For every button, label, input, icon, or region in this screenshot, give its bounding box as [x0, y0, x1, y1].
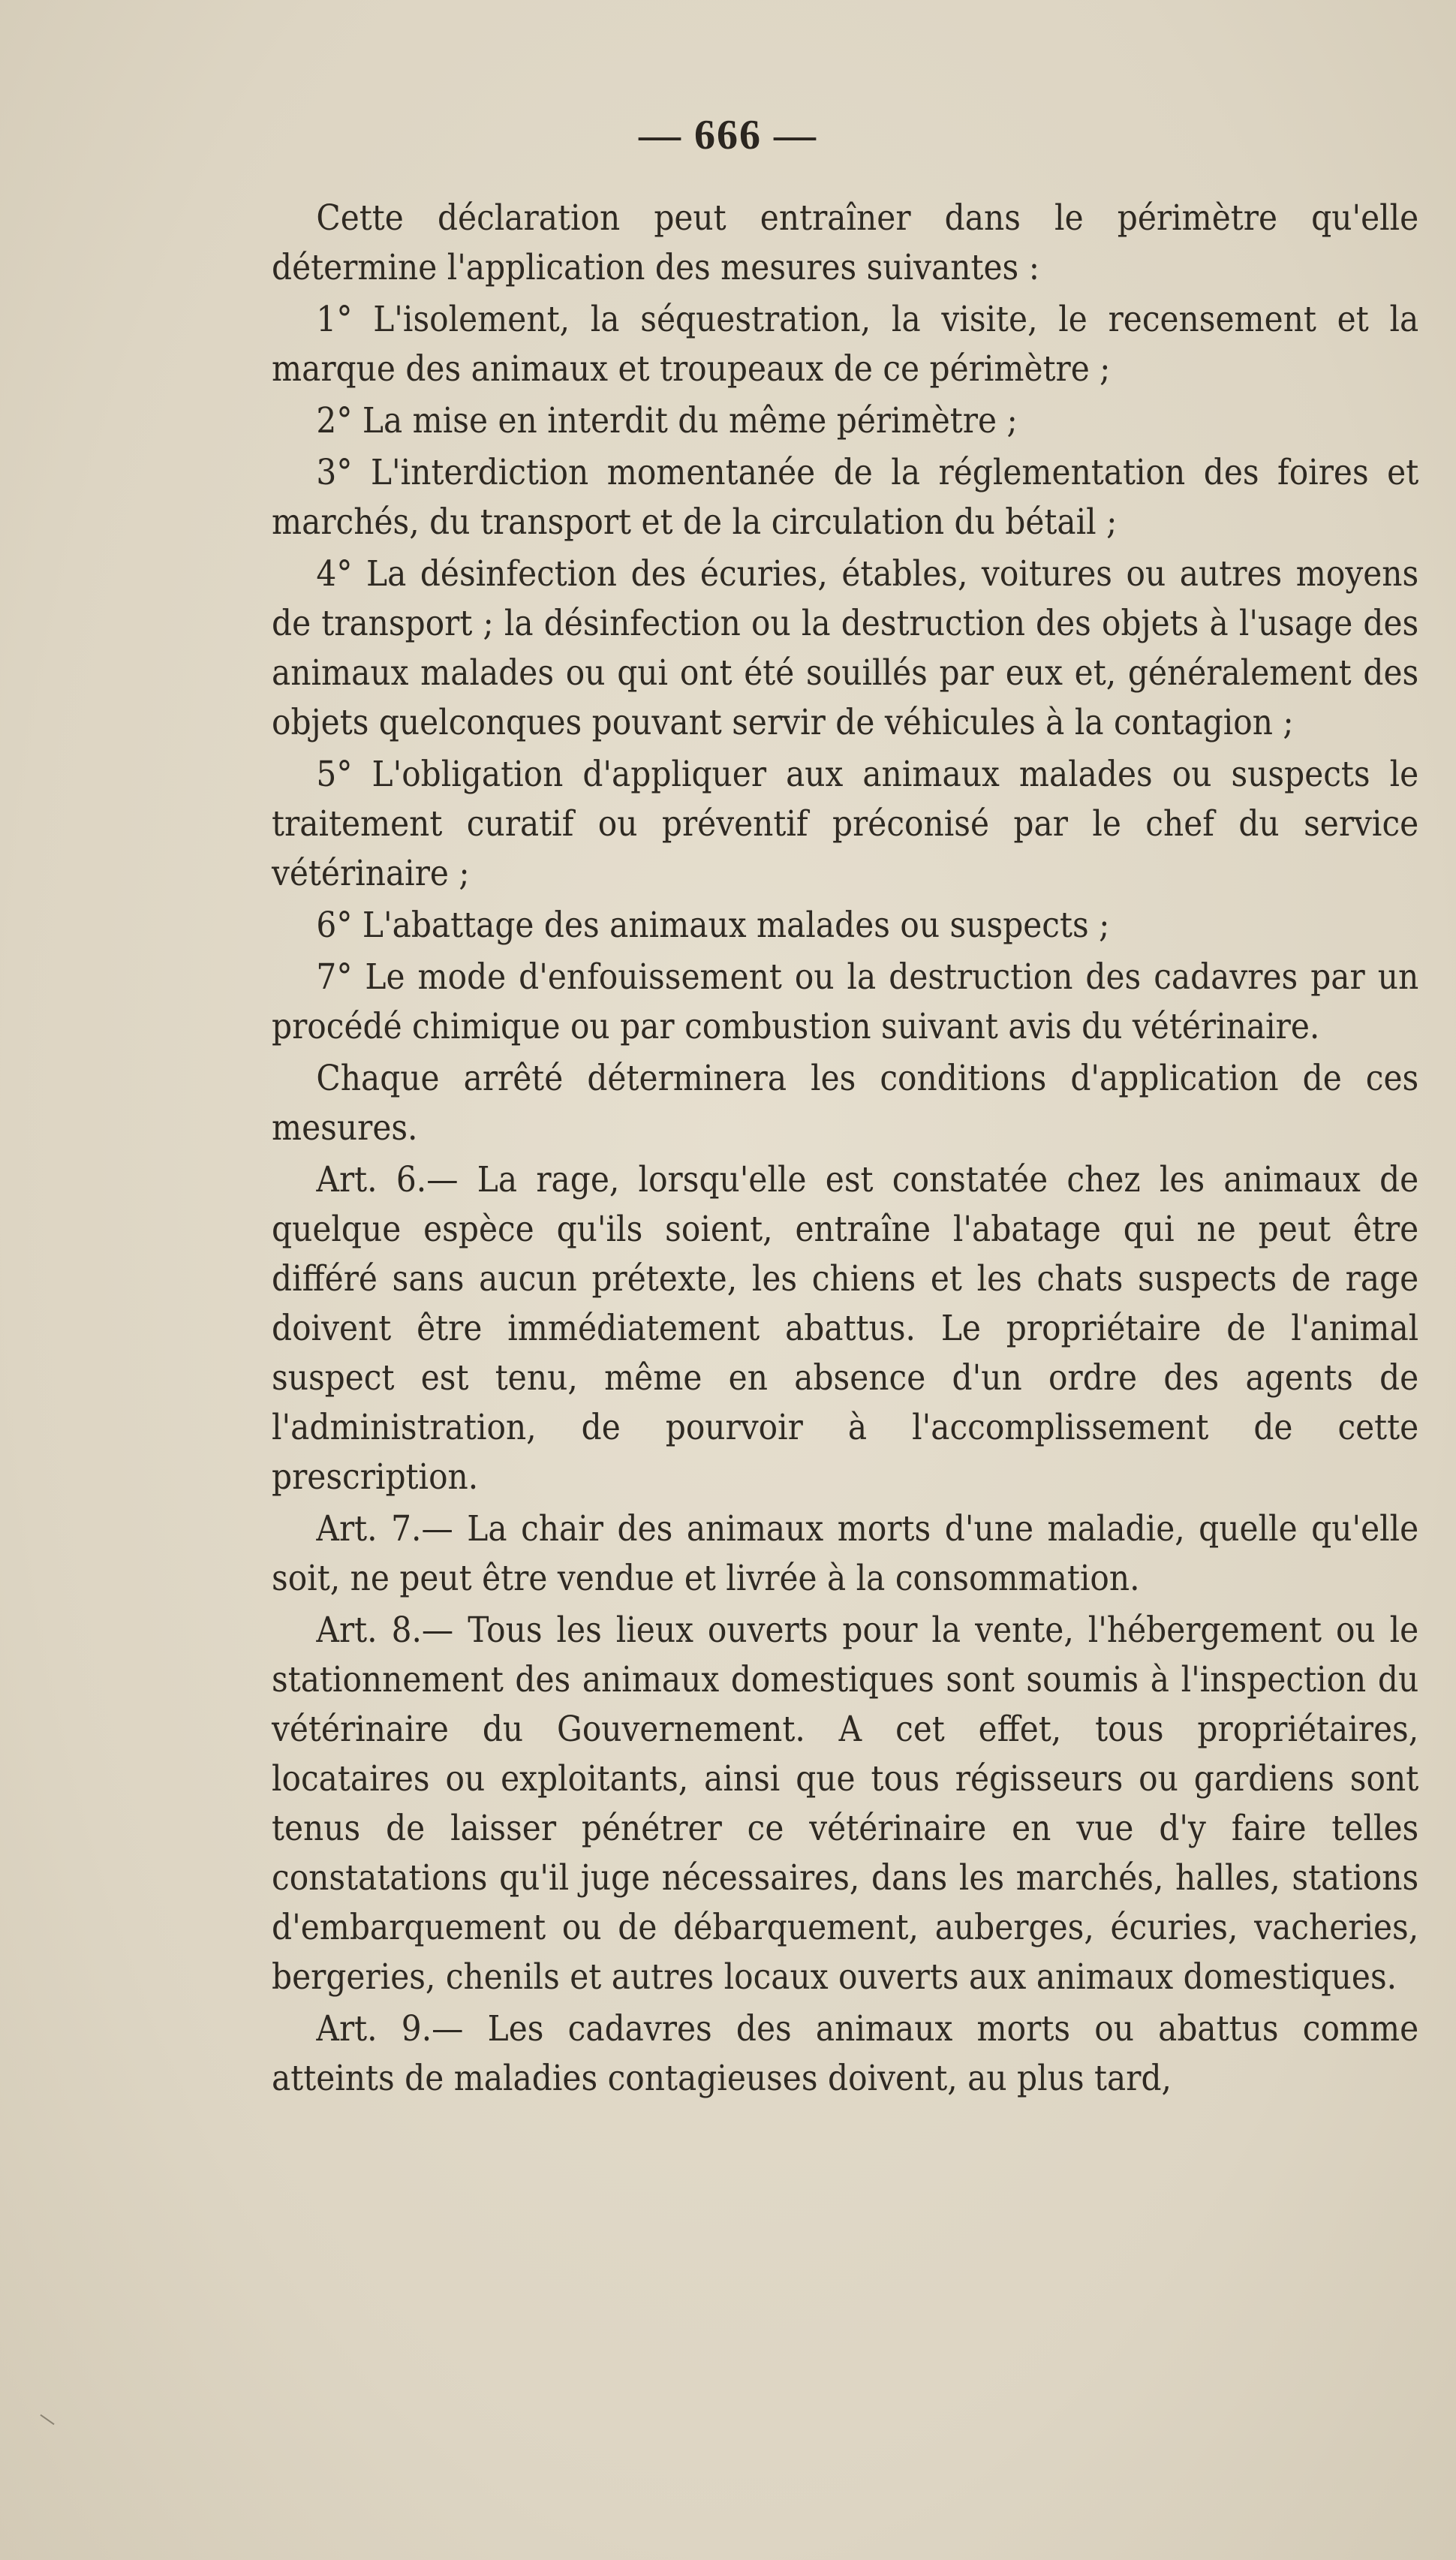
paper-speck	[40, 2414, 54, 2425]
paragraph: 7° Le mode d'enfouissement ou la destruction des cadavres par un procédé chimique ou par combustion suivant avis du vétérinaire.	[272, 956, 1419, 1047]
paragraph: 1° L'isolement, la séquestration, la visite, le recensement et la marque des animaux et troupeaux de ce périmètre ;	[272, 299, 1419, 390]
paragraph: 5° L'obligation d'appliquer aux animaux malades ou suspects le traitement curatif ou préventif préconisé par le chef du service vétérinaire ;	[272, 754, 1419, 894]
paragraph: Art. 6.— La rage, lorsqu'elle est constatée chez les animaux de quelque espèce qu'ils soient, entraîne l'abatage qui ne peut être différé sans aucun prétexte, les chiens et les chats suspects de rage doivent être immédiatement abattus. Le propriétaire de l'animal suspect est tenu, même en absence d'un ordre des agents de l'administration, de pourvoir à l'accomplissement de cette prescription.	[272, 1159, 1419, 1498]
paragraph: 6° L'abattage des animaux malades ou suspects ;	[316, 905, 1110, 946]
paragraph: 3° L'interdiction momentanée de la réglementation des foires et marchés, du transport et de la circulation du bétail ;	[272, 452, 1419, 543]
paragraph: Art. 7.— La chair des animaux morts d'une maladie, quelle qu'elle soit, ne peut être vendue et livrée à la consommation.	[272, 1508, 1419, 1599]
paragraph: Chaque arrêté déterminera les conditions d'application de ces mesures.	[272, 1058, 1419, 1149]
paragraph: Art. 8.— Tous les lieux ouverts pour la vente, l'hébergement ou le stationnement des animaux domestiques sont soumis à l'inspection du vétérinaire du Gouvernement. A cet effet, tous propriétaires, locataires ou exploitants, ainsi que tous régisseurs ou gardiens sont tenus de laisser pénétrer ce vétérinaire en vue d'y faire telles constatations qu'il juge nécessaires, dans les marchés, halles, stations d'embarquement ou de débarquement, auberges, écuries, vacheries, bergeries, chenils et autres locaux ouverts aux animaux domestiques.	[272, 1610, 1419, 1998]
paragraph: Cette déclaration peut entraîner dans le périmètre qu'elle détermine l'application des mesures suivantes :	[272, 197, 1419, 288]
paragraph: 2° La mise en interdit du même périmètre ;	[316, 400, 1018, 441]
body-text	[272, 194, 1418, 2104]
page-number: — 666 —	[639, 112, 817, 158]
paragraph: 4° La désinfection des écuries, étables, voitures ou autres moyens de transport ; la désinfection ou la destruction des objets à l'usage des animaux malades ou qui ont été souillés par eux et, généralement des objets quelconques pouvant servir de véhicules à la contagion ;	[272, 553, 1419, 743]
paragraph: Art. 9.— Les cadavres des animaux morts ou abattus comme atteints de maladies contagieuses doivent, au plus tard,	[272, 2008, 1419, 2099]
